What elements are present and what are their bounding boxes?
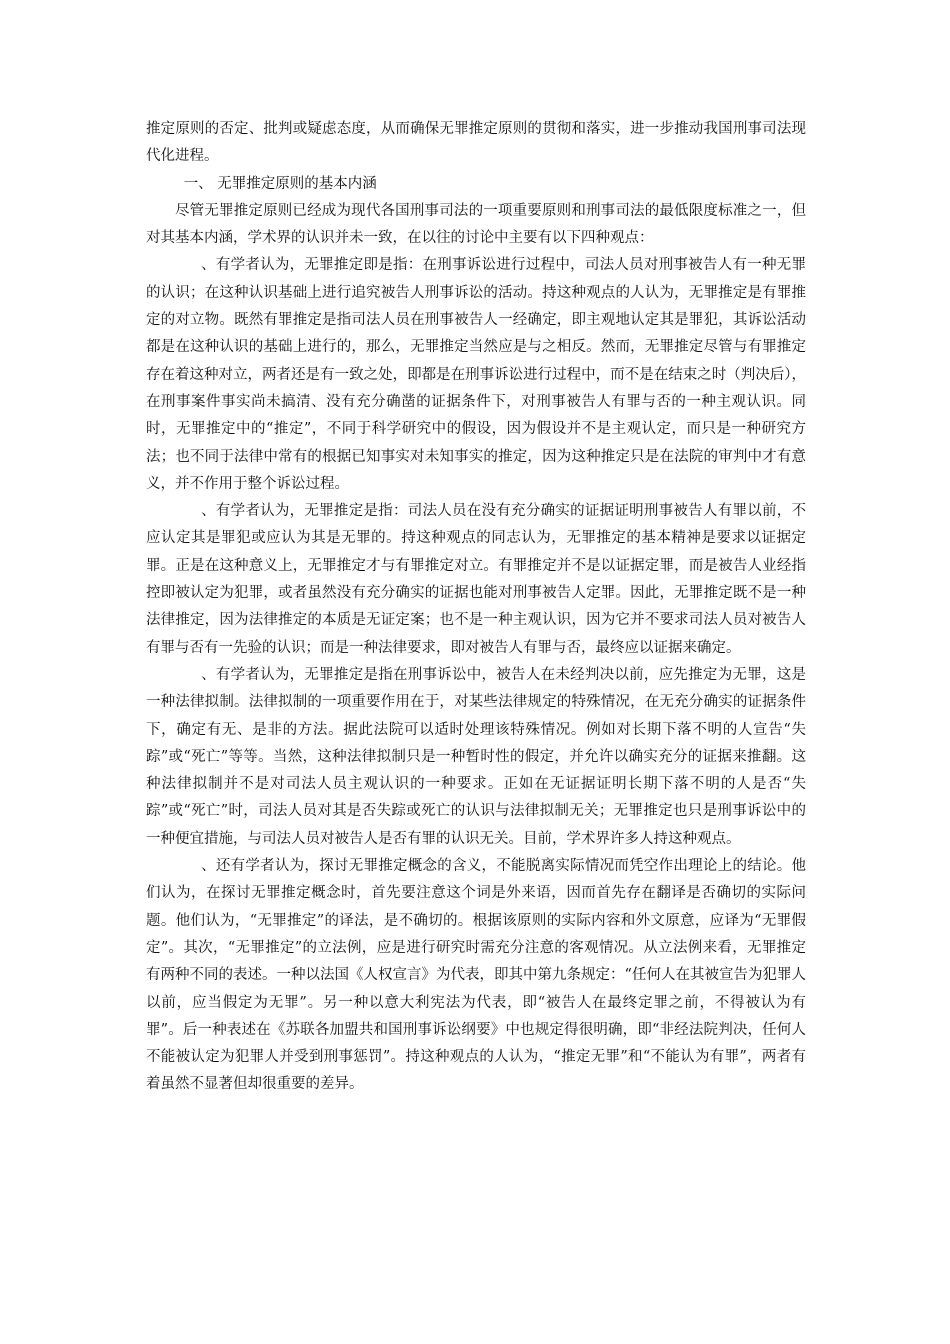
section-heading: 一、 无罪推定原则的基本内涵 [183, 175, 377, 192]
view-paragraph-4: 、还有学者认为，探讨无罪推定概念的含义，不能脱离实际情况而凭空作出理论上的结论。他们认为，在探讨无罪推定概念时，首先要注意这个词是外来语，因而首先存在翻译是否确切的实际问题。他们认为，“无罪推定”的译法，是不确切的。根据该原则的实际内容和外文原意，应译为“无罪假定”。其次，“无罪推定”的立法例，应是进行研究时需充分注意的客观情况。从立法例来看，无罪推定有两种不同的表述。一种以法国《人权宣言》为代表，即其中第九条规定：“任何人在其被宣告为犯罪人以前，应当假定为无罪”。另一种以意大利宪法为代表，即“被告人在最终定罪之前，不得被认为有罪”。后一种表述在《苏联各加盟共和国刑事诉讼纲要》中也规定得很明确，即“非经法院判决，任何人不能被认定为犯罪人并受到刑事惩罚”。持这种观点的人认为，“推定无罪”和“不能认为有罪”，两者有着虽然不显著但却很重要的差异。 [146, 858, 806, 1093]
view-paragraph-1: 、有学者认为，无罪推定即是指：在刑事诉讼进行过程中，司法人员对刑事被告人有一种无罪的认识；在这种认识基础上进行追究被告人刑事诉讼的活动。持这种观点的人认为，无罪推定是有罪推定的对立物。既然有罪推定是指司法人员在刑事被告人一经确定，即主观地认定其是罪犯，其诉讼活动都是在这种认识的基础上进行的，那么，无罪推定当然应是与之相反。然而，无罪推定尽管与有罪推定存在着这种对立，两者还是有一致之处，即都是在刑事诉讼进行过程中，而不是在结束之时（判决后），在刑事案件事实尚未搞清、没有充分确凿的证据条件下，对刑事被告人有罪与否的一种主观认识。同时，无罪推定中的“推定”，不同于科学研究中的假设，因为假设并不是主观认定，而只是一种研究方法；也不同于法律中常有的根据已知事实对未知事实的推定，因为这种推定只是在法院的审判中才有意义，并不作用于整个诉讼过程。 [146, 257, 806, 492]
lead-paragraph: 尽管无罪推定原则已经成为现代各国刑事司法的一项重要原则和刑事司法的最低限度标准之一，但对其基本内涵，学术界的认识并未一致，在以往的讨论中主要有以下四种观点： [146, 202, 806, 247]
view-paragraph-2: 、有学者认为，无罪推定是指：司法人员在没有充分确实的证据证明刑事被告人有罪以前，不应认定其是罪犯或应认为其是无罪的。持这种观点的同志认为，无罪推定的基本精神是要求以证据定罪。正是在这种意义上，无罪推定才与有罪推定对立。有罪推定并不是以证据定罪，而是被告人业经指控即被认定为犯罪，或者虽然没有充分确实的证据也能对刑事被告人定罪。因此，无罪推定既不是一种法律推定，因为法律推定的本质是无证定案；也不是一种主观认识，因为它并不要求司法人员对被告人有罪与否有一先验的认识；而是一种法律要求，即对被告人有罪与否，最终应以证据来确定。 [146, 503, 806, 656]
intro-paragraph: 推定原则的否定、批判或疑虑态度，从而确保无罪推定原则的贯彻和落实，进一步推动我国刑事司法现代化进程。 [146, 121, 806, 165]
document-body [146, 116, 806, 1099]
view-paragraph-3: 、有学者认为，无罪推定是指在刑事诉讼中，被告人在未经判决以前，应先推定为无罪，这是一种法律拟制。法律拟制的一项重要作用在于，对某些法律规定的特殊情况，在无充分确实的证据条件下，确定有无、是非的方法。据此法院可以适时处理该特殊情况。例如对长期下落不明的人宣告“失踪”或“死亡”等等。当然，这种法律拟制只是一种暂时性的假定，并允许以确实充分的证据来推翻。这种法律拟制并不是对司法人员主观认识的一种要求。正如在无证据证明长期下落不明的人是否“失踪”或“死亡”时，司法人员对其是否失踪或死亡的认识与法律拟制无关；无罪推定也只是刑事诉讼中的一种便宜措施，与司法人员对被告人是否有罪的认识无关。目前，学术界许多人持这种观点。 [146, 666, 806, 847]
